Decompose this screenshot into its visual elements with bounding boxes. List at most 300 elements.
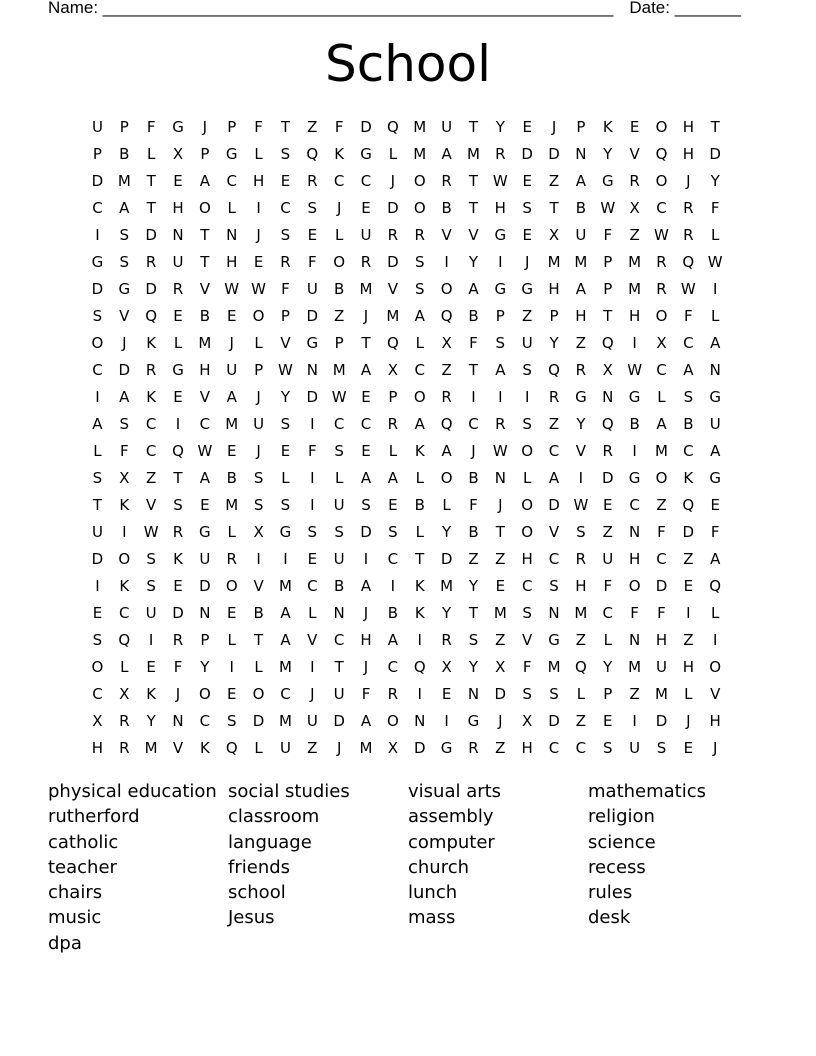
grid-letter[interactable]: L [684,684,693,703]
grid-letter[interactable]: C [145,441,157,460]
grid-letter[interactable]: L [415,468,424,487]
grid-letter[interactable]: U [709,414,721,433]
grid-letter[interactable]: T [200,252,210,271]
grid-letter[interactable]: I [95,225,100,244]
grid-letter[interactable]: A [119,387,130,406]
grid-letter[interactable]: N [414,711,426,730]
grid-letter[interactable]: O [386,711,399,730]
grid-letter[interactable]: L [603,630,612,649]
grid-letter[interactable]: D [494,684,507,703]
grid-letter[interactable]: M [466,144,480,163]
grid-letter[interactable]: Y [146,711,156,730]
grid-letter[interactable]: B [387,603,399,622]
grid-letter[interactable]: E [226,441,237,460]
grid-letter[interactable]: Y [468,252,479,271]
grid-letter[interactable]: L [254,333,263,352]
grid-letter[interactable]: A [119,198,130,217]
grid-letter[interactable]: E [173,576,183,595]
grid-letter[interactable]: F [254,117,263,136]
grid-letter[interactable]: J [686,711,691,730]
grid-letter[interactable]: T [146,198,156,217]
grid-letter[interactable]: D [145,225,157,244]
grid-letter[interactable]: C [468,414,479,433]
grid-letter[interactable]: G [494,279,507,298]
grid-letter[interactable]: S [334,522,344,541]
grid-letter[interactable]: V [280,333,291,352]
grid-letter[interactable]: T [710,117,720,136]
grid-letter[interactable]: G [628,468,641,487]
grid-letter[interactable]: E [200,495,210,514]
grid-letter[interactable]: U [441,117,453,136]
grid-letter[interactable]: F [146,117,156,136]
grid-letter[interactable]: H [360,630,372,649]
grid-letter[interactable]: L [254,657,263,676]
grid-letter[interactable]: B [226,468,237,487]
grid-letter[interactable]: Y [576,414,586,433]
grid-letter[interactable]: I [444,711,449,730]
grid-letter[interactable]: C [360,414,372,433]
grid-letter[interactable]: I [256,198,261,217]
grid-letter[interactable]: O [521,495,534,514]
grid-letter[interactable]: H [252,171,265,190]
grid-letter[interactable]: Z [441,360,452,379]
grid-letter[interactable]: J [310,684,315,703]
grid-letter[interactable]: A [441,144,452,163]
grid-letter[interactable]: F [603,225,613,244]
grid-letter[interactable]: W [331,387,347,406]
grid-letter[interactable]: Z [575,711,587,730]
grid-letter[interactable]: H [521,738,533,757]
grid-letter[interactable]: I [95,576,100,595]
grid-letter[interactable]: C [548,738,560,757]
grid-letter[interactable]: X [522,711,533,730]
grid-letter[interactable]: O [413,198,426,217]
grid-letter[interactable]: T [468,198,479,217]
grid-letter[interactable]: J [256,441,261,460]
grid-letter[interactable]: R [441,387,452,406]
grid-letter[interactable]: L [146,144,156,163]
grid-letter[interactable]: W [680,279,696,298]
grid-letter[interactable]: Q [709,576,722,595]
grid-letter[interactable]: L [415,333,424,352]
grid-letter[interactable]: S [119,225,130,244]
grid-letter[interactable]: R [307,171,318,190]
grid-letter[interactable]: P [603,279,613,298]
grid-letter[interactable]: P [119,117,129,136]
grid-letter[interactable]: D [387,252,399,271]
grid-letter[interactable]: R [172,522,184,541]
grid-letter[interactable]: N [467,684,480,703]
grid-letter[interactable]: P [576,117,586,136]
grid-letter[interactable]: I [632,441,637,460]
grid-letter[interactable]: Q [386,117,399,136]
grid-letter[interactable]: E [522,225,532,244]
grid-letter[interactable]: V [629,144,640,163]
grid-letter[interactable]: C [145,414,157,433]
grid-letter[interactable]: I [310,495,315,514]
grid-letter[interactable]: Y [603,657,613,676]
grid-letter[interactable]: N [602,387,614,406]
grid-letter[interactable]: X [548,225,560,244]
grid-letter[interactable]: S [280,225,291,244]
grid-letter[interactable]: V [575,441,587,460]
grid-letter[interactable]: I [363,549,369,568]
grid-letter[interactable]: O [91,657,104,676]
grid-letter[interactable]: G [360,144,372,163]
grid-letter[interactable]: R [441,171,452,190]
grid-letter[interactable]: M [655,441,668,460]
grid-letter[interactable]: Y [442,603,452,622]
grid-letter[interactable]: O [225,576,238,595]
grid-letter[interactable]: A [280,630,291,649]
grid-letter[interactable]: L [334,468,344,487]
grid-letter[interactable]: I [712,279,718,298]
grid-letter[interactable]: K [334,144,345,163]
grid-letter[interactable]: S [656,738,667,757]
grid-letter[interactable]: I [122,522,127,541]
grid-letter[interactable]: E [710,495,720,514]
grid-letter[interactable]: R [683,225,694,244]
grid-letter[interactable]: Z [575,630,587,649]
grid-letter[interactable]: M [359,279,373,298]
grid-letter[interactable]: T [468,117,479,136]
grid-letter[interactable]: S [92,468,103,487]
grid-letter[interactable]: H [199,360,211,379]
grid-letter[interactable]: I [95,387,100,406]
grid-letter[interactable]: M [628,252,642,271]
grid-letter[interactable]: C [387,549,399,568]
grid-letter[interactable]: O [413,387,426,406]
grid-letter[interactable]: D [360,117,372,136]
grid-letter[interactable]: J [498,495,503,514]
grid-letter[interactable]: N [709,360,721,379]
grid-letter[interactable]: E [603,495,613,514]
grid-letter[interactable]: T [146,171,156,190]
grid-letter[interactable]: K [199,738,210,757]
grid-letter[interactable]: J [686,171,691,190]
grid-letter[interactable]: E [603,711,613,730]
grid-letter[interactable]: H [682,657,694,676]
grid-letter[interactable]: V [522,630,533,649]
grid-letter[interactable]: R [145,360,157,379]
grid-letter[interactable]: G [172,117,184,136]
grid-letter[interactable]: W [707,252,723,271]
grid-letter[interactable]: L [415,522,424,541]
grid-letter[interactable]: U [145,603,157,622]
grid-letter[interactable]: D [118,360,131,379]
grid-letter[interactable]: R [495,144,506,163]
grid-letter[interactable]: N [306,360,318,379]
grid-letter[interactable]: M [547,252,561,271]
grid-letter[interactable]: C [119,603,130,622]
grid-letter[interactable]: D [521,144,533,163]
grid-letter[interactable]: U [279,738,291,757]
grid-letter[interactable]: B [334,576,345,595]
grid-letter[interactable]: X [119,468,130,487]
grid-letter[interactable]: U [333,549,345,568]
grid-letter[interactable]: H [548,279,560,298]
grid-letter[interactable]: Z [468,549,479,568]
grid-letter[interactable]: X [441,333,452,352]
grid-letter[interactable]: Y [200,657,210,676]
grid-letter[interactable]: P [280,306,290,325]
grid-letter[interactable]: F [334,117,344,136]
grid-letter[interactable]: C [387,657,399,676]
grid-letter[interactable]: E [253,252,264,271]
grid-letter[interactable]: L [93,441,102,460]
grid-letter[interactable]: E [522,117,532,136]
grid-letter[interactable]: G [172,360,184,379]
grid-letter[interactable]: X [119,684,130,703]
grid-letter[interactable]: M [547,657,561,676]
grid-letter[interactable]: N [494,468,506,487]
grid-letter[interactable]: R [387,414,399,433]
grid-letter[interactable]: U [91,117,103,136]
grid-letter[interactable]: I [498,387,503,406]
grid-letter[interactable]: L [308,603,317,622]
grid-letter[interactable]: M [278,711,292,730]
grid-letter[interactable]: S [307,198,318,217]
grid-letter[interactable]: G [225,144,238,163]
grid-letter[interactable]: G [118,279,131,298]
grid-letter[interactable]: J [256,387,261,406]
grid-letter[interactable]: D [360,522,372,541]
grid-letter[interactable]: U [91,522,103,541]
grid-letter[interactable]: R [683,198,694,217]
grid-letter[interactable]: H [226,252,238,271]
grid-letter[interactable]: S [226,711,237,730]
grid-letter[interactable]: I [632,333,637,352]
grid-letter[interactable]: U [629,738,641,757]
grid-letter[interactable]: Q [118,630,131,649]
grid-letter[interactable]: S [602,738,613,757]
grid-letter[interactable]: F [657,522,666,541]
grid-letter[interactable]: Z [548,171,560,190]
grid-letter[interactable]: E [388,495,398,514]
grid-letter[interactable]: I [390,576,396,595]
grid-letter[interactable]: T [495,522,505,541]
grid-letter[interactable]: A [387,468,399,487]
grid-letter[interactable]: U [226,360,238,379]
grid-letter[interactable]: K [683,468,694,487]
grid-letter[interactable]: S [522,603,532,622]
grid-letter[interactable]: W [251,279,266,298]
grid-letter[interactable]: R [602,441,613,460]
grid-letter[interactable]: D [199,576,211,595]
grid-letter[interactable]: S [119,414,130,433]
grid-letter[interactable]: L [227,198,236,217]
grid-letter[interactable]: M [628,279,642,298]
grid-letter[interactable]: K [119,576,130,595]
grid-letter[interactable]: K [173,549,183,568]
grid-letter[interactable]: R [280,252,291,271]
grid-letter[interactable]: U [655,657,667,676]
grid-letter[interactable]: N [629,522,641,541]
grid-letter[interactable]: Z [683,630,694,649]
grid-letter[interactable]: A [414,414,425,433]
grid-letter[interactable]: D [91,171,104,190]
grid-letter[interactable]: S [549,684,559,703]
grid-letter[interactable]: F [307,441,317,460]
grid-letter[interactable]: H [628,549,641,568]
grid-letter[interactable]: B [468,522,479,541]
grid-letter[interactable]: S [361,495,371,514]
grid-letter[interactable]: K [146,684,157,703]
grid-letter[interactable]: H [575,306,587,325]
grid-letter[interactable]: L [173,333,183,352]
grid-letter[interactable]: K [602,117,613,136]
grid-letter[interactable]: N [629,630,641,649]
grid-letter[interactable]: A [468,279,479,298]
grid-letter[interactable]: R [468,738,479,757]
grid-letter[interactable]: A [495,360,506,379]
grid-letter[interactable]: O [91,333,104,352]
grid-letter[interactable]: Y [468,657,479,676]
grid-letter[interactable]: Q [386,333,399,352]
grid-letter[interactable]: C [199,414,211,433]
grid-letter[interactable]: Z [146,468,157,487]
grid-letter[interactable]: H [628,306,641,325]
grid-letter[interactable]: J [122,333,127,352]
grid-letter[interactable]: Z [575,333,587,352]
grid-letter[interactable]: D [306,387,319,406]
grid-letter[interactable]: C [307,576,318,595]
grid-letter[interactable]: W [143,522,159,541]
grid-letter[interactable]: Q [682,252,695,271]
grid-letter[interactable]: E [146,657,156,676]
grid-letter[interactable]: Y [603,144,613,163]
grid-letter[interactable]: B [199,306,211,325]
grid-letter[interactable]: H [91,738,104,757]
grid-letter[interactable]: T [92,495,103,514]
grid-letter[interactable]: I [632,711,637,730]
grid-letter[interactable]: P [495,306,505,325]
grid-letter[interactable]: U [333,684,345,703]
grid-letter[interactable]: S [549,576,559,595]
grid-letter[interactable]: P [334,333,344,352]
grid-letter[interactable]: P [549,306,559,325]
grid-letter[interactable]: S [146,549,156,568]
grid-letter[interactable]: O [413,171,426,190]
grid-letter[interactable]: O [252,684,265,703]
grid-letter[interactable]: D [601,468,614,487]
grid-letter[interactable]: W [573,495,589,514]
grid-letter[interactable]: E [226,603,237,622]
grid-letter[interactable]: W [627,360,643,379]
grid-letter[interactable]: Z [495,549,506,568]
grid-letter[interactable]: O [628,576,641,595]
grid-letter[interactable]: Z [656,495,667,514]
grid-letter[interactable]: S [388,522,398,541]
grid-letter[interactable]: T [361,333,371,352]
grid-letter[interactable]: K [414,441,425,460]
grid-letter[interactable]: J [498,711,503,730]
grid-letter[interactable]: C [333,171,345,190]
grid-letter[interactable]: E [361,441,371,460]
grid-letter[interactable]: E [173,387,183,406]
grid-letter[interactable]: R [414,225,425,244]
grid-letter[interactable]: R [360,252,372,271]
grid-letter[interactable]: M [359,738,373,757]
grid-letter[interactable]: G [440,738,453,757]
grid-letter[interactable]: A [548,468,560,487]
grid-letter[interactable]: H [682,144,694,163]
name-field[interactable]: Name: ______________________________________________________ [48,0,614,17]
grid-letter[interactable]: A [441,441,452,460]
grid-letter[interactable]: E [441,684,452,703]
grid-letter[interactable]: V [441,225,452,244]
grid-letter[interactable]: M [493,603,507,622]
grid-letter[interactable]: Q [306,144,319,163]
grid-letter[interactable]: F [281,279,290,298]
grid-letter[interactable]: Y [495,117,505,136]
grid-letter[interactable]: S [92,630,103,649]
grid-letter[interactable]: F [119,441,129,460]
grid-letter[interactable]: I [498,252,503,271]
grid-letter[interactable]: I [310,657,315,676]
grid-letter[interactable]: B [629,414,640,433]
grid-letter[interactable]: V [710,684,721,703]
grid-letter[interactable]: A [575,279,587,298]
grid-letter[interactable]: S [334,441,344,460]
grid-letter[interactable]: O [655,468,668,487]
grid-letter[interactable]: C [575,738,587,757]
grid-letter[interactable]: O [709,657,722,676]
grid-letter[interactable]: E [173,306,183,325]
grid-letter[interactable]: P [603,252,613,271]
grid-letter[interactable]: R [172,630,184,649]
grid-letter[interactable]: D [655,711,668,730]
grid-letter[interactable]: Z [522,306,533,325]
grid-letter[interactable]: R [656,252,667,271]
grid-letter[interactable]: D [548,711,560,730]
grid-letter[interactable]: X [602,360,613,379]
grid-letter[interactable]: C [92,198,103,217]
grid-letter[interactable]: E [280,441,291,460]
grid-letter[interactable]: I [686,603,691,622]
grid-letter[interactable]: F [469,333,478,352]
grid-letter[interactable]: E [683,738,694,757]
grid-letter[interactable]: S [522,684,532,703]
grid-letter[interactable]: N [172,225,184,244]
grid-letter[interactable]: V [199,387,210,406]
grid-letter[interactable]: B [119,144,130,163]
grid-letter[interactable]: L [227,630,236,649]
date-field[interactable]: Date: _______ [629,0,741,17]
grid-letter[interactable]: C [360,171,372,190]
grid-letter[interactable]: M [413,117,427,136]
grid-letter[interactable]: L [523,468,532,487]
grid-letter[interactable]: J [363,306,369,325]
grid-letter[interactable]: A [360,576,372,595]
grid-letter[interactable]: Z [307,117,318,136]
grid-letter[interactable]: I [283,549,288,568]
grid-letter[interactable]: L [711,225,720,244]
grid-letter[interactable]: E [280,171,291,190]
grid-letter[interactable]: A [199,468,210,487]
grid-letter[interactable]: M [574,252,588,271]
grid-letter[interactable]: D [655,576,668,595]
grid-letter[interactable]: F [307,252,317,271]
grid-letter[interactable]: M [440,576,454,595]
grid-letter[interactable]: F [630,603,639,622]
grid-letter[interactable]: G [601,171,614,190]
grid-letter[interactable]: F [657,603,666,622]
grid-letter[interactable]: T [415,549,425,568]
grid-letter[interactable]: S [414,252,425,271]
grid-letter[interactable]: C [280,684,291,703]
grid-letter[interactable]: A [656,414,667,433]
